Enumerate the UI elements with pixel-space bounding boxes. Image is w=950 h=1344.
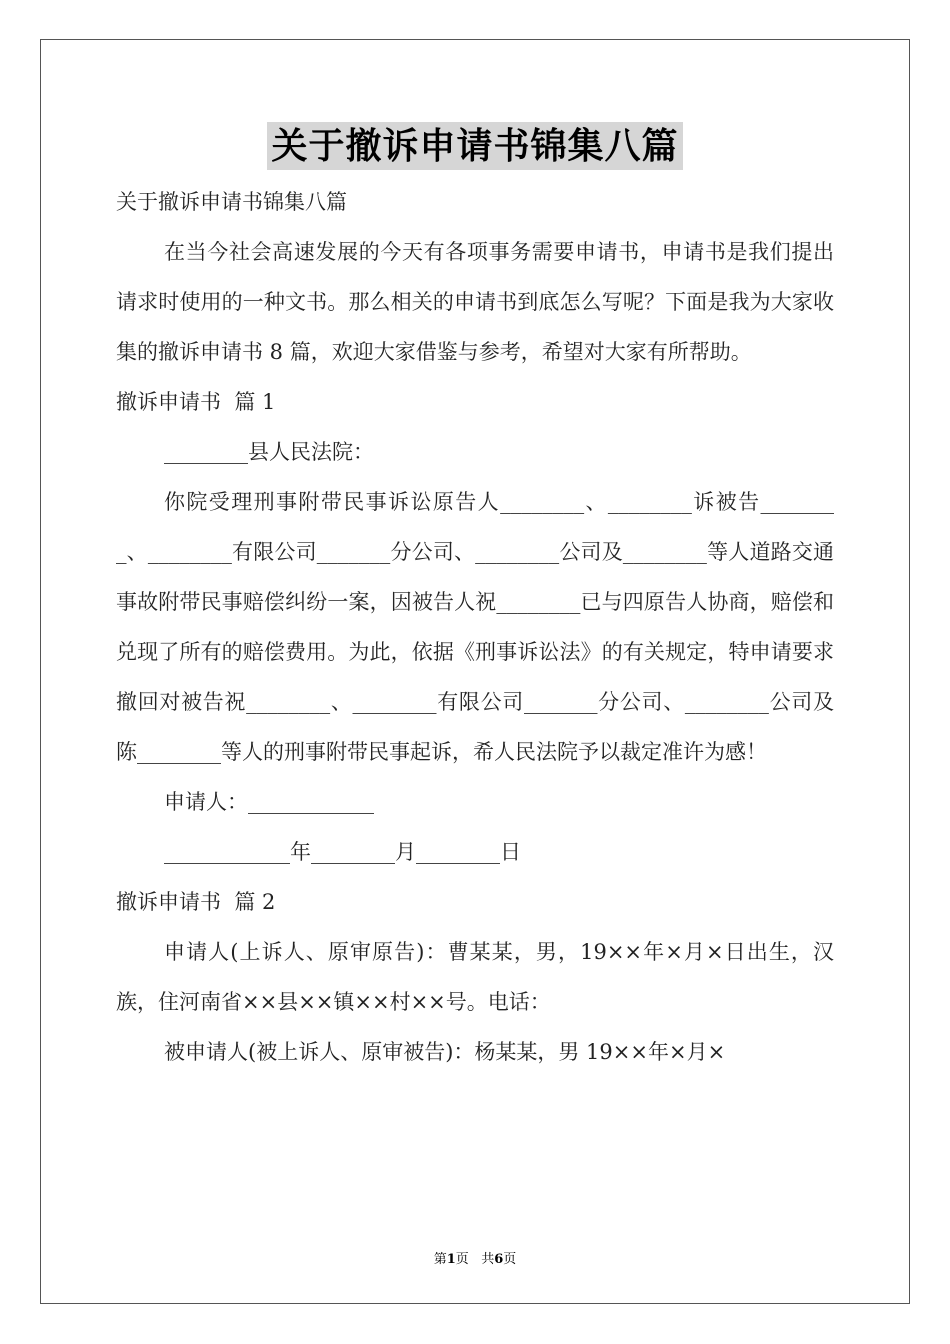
page-footer	[0, 1248, 950, 1267]
section-1-heading: 撤诉申请书 篇 1	[116, 390, 276, 414]
document-title: 关于撤诉申请书锦集八篇	[267, 122, 682, 170]
intro-paragraph: 在当今社会高速发展的今天有各项事务需要申请书，申请书是我们提出请求时使用的一种文书。那么相关的申请书到底怎么写呢？下面是我为大家收集的撤诉申请书 8 篇，欢迎大家借鉴与参考，希望对大家有所帮助。	[116, 240, 834, 364]
title-container	[0, 122, 950, 170]
subtitle: 关于撤诉申请书锦集八篇	[116, 190, 347, 214]
footer-page-mid: 页 共	[455, 1252, 495, 1267]
document-body	[116, 177, 834, 1077]
section-1-addressee: ________县人民法院：	[164, 440, 374, 464]
section-1-body: 你院受理刑事附带民事诉讼原告人________、________诉被告________、________有限公司_______分公司、________公司及________等人道路交通事故附带民事赔偿纠纷一案，因被告人祝________已与四原告人协商，赔偿和兑现了所有的赔偿费用。为此，依据《刑事诉讼法》的有关规定，特申请要求撤回对被告祝________、________有限公司_______分公司、________公司及陈________等人的刑事附带民事起诉，希人民法院予以裁定准许为感！	[116, 490, 834, 764]
section-1-applicant: 申请人：____________	[164, 790, 374, 814]
section-2-heading: 撤诉申请书 篇 2	[116, 890, 276, 914]
section-2-applicant: 申请人(上诉人、原审原告)：曹某某，男，19××年×月×日出生，汉族，住河南省××县××镇××村××号。电话：	[116, 940, 834, 1014]
section-1-date: ____________年________月________日	[164, 840, 521, 864]
footer-page-prefix: 第	[433, 1252, 447, 1267]
footer-page-number: 1	[446, 1252, 456, 1267]
footer-page-total: 6	[494, 1252, 504, 1267]
footer-page-suffix: 页	[503, 1252, 517, 1267]
section-2-respondent: 被申请人(被上诉人、原审被告)：杨某某，男 19××年×月×	[164, 1040, 726, 1064]
